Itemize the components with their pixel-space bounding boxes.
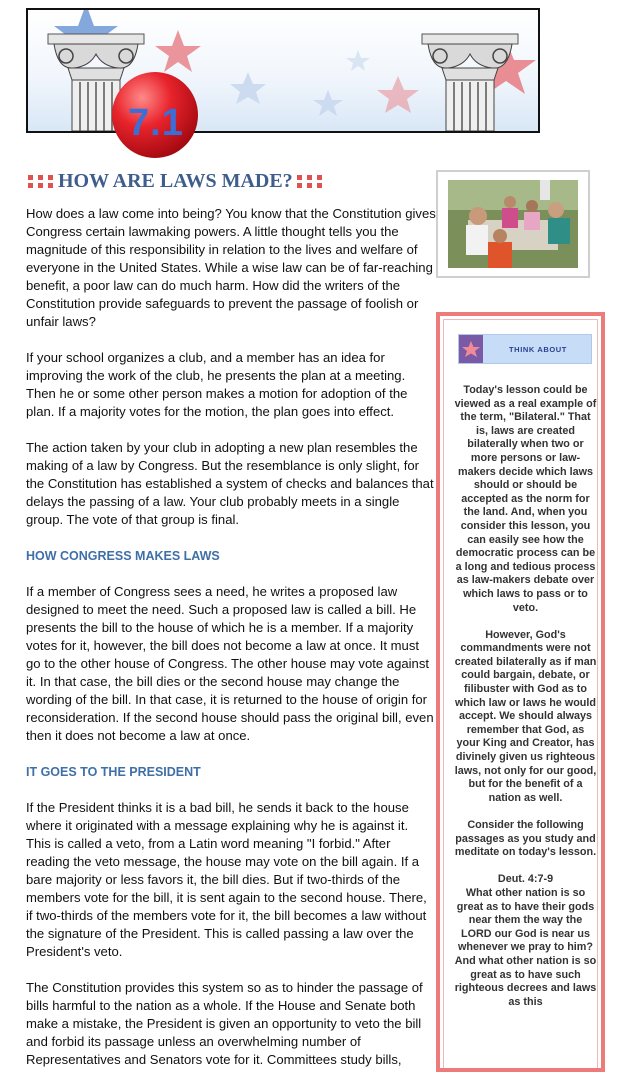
dots-left-icon <box>26 172 56 190</box>
banner-artwork <box>28 10 538 131</box>
star-icon <box>459 335 483 363</box>
paragraph: The action taken by your club in adopting a new plan resembles the making of a law by Congress. But the resemblance is only slight, for the Constitution has established a system of checks and balances that delays the passing of a law. Your club probably meets in a single group. The vote of that group is final. <box>26 440 434 527</box>
lesson-banner <box>26 8 540 133</box>
paragraph: If the President thinks it is a bad bill, he sends it back to the house where it originated with a message explaining why he is against it. This is called a veto, from a Latin word meaning "I forbid." After reading the veto message, the house may vote on the bill again. If a bare majority or less favors it, the bill dies. But if two-thirds of the members vote for the bill, it is sent again to the second house. There, if two-thirds of the members vote for it, the bill becomes a law without the signature of the President. This is called passing a law over the President's veto. <box>26 800 427 959</box>
paragraph: The Constitution provides this system so as to hinder the passage of bills harmful to the nation as a whole. If the House and Senate both make a mistake, the President is given an opportunity to veto the bill and forbid its passage unless an overwhelming number of Representatives and Senators vote for it. Committees study bills, <box>26 980 423 1067</box>
page-title: HOW ARE LAWS MADE? <box>58 169 293 192</box>
star-icon <box>230 72 266 104</box>
sidebar-frame <box>443 319 598 1068</box>
sidebar-text <box>454 384 597 1009</box>
lesson-body <box>26 205 436 1087</box>
paragraph: If a member of Congress sees a need, he writes a proposed law designed to meet the need. Such a proposed law is called a bill. He presents the bill to the house of which he is a member. If a majority votes for it, however, the bill does not become a law at once. It must go to the other house of Congress. The other house may vote against it. In that case, the bill dies or the second house may change the wording of the bill. In that case, it is returned to the house of origin for reconsideration. If the second house should pass the original bill, even then it does not become a law at once. <box>26 584 434 743</box>
star-icon <box>313 90 343 116</box>
paragraph: How does a law come into being? You know that the Constitution gives Congress certain lawmaking powers. A little thought tells you the magnitude of this responsibility in relation to the lives and welfare of everyone in the United States. While a wise law can be of far-reaching benefit, a poor law can do much harm. How did the writers of the Constitution provide safeguards to prevent the passage of foolish or unfair laws? <box>26 206 436 329</box>
think-about-header <box>458 334 592 364</box>
dots-right-icon <box>295 172 325 190</box>
sidebar-paragraph: Consider the following passages as you study and meditate on today's lesson. <box>454 819 597 859</box>
think-about-label: THINK ABOUT <box>509 344 567 354</box>
section-heading: HOW CONGRESS MAKES LAWS <box>26 549 220 563</box>
star-icon <box>377 76 419 113</box>
students-at-table-photo <box>448 180 578 268</box>
title-row <box>26 168 325 194</box>
scripture-reference: Deut. 4:7-9 <box>497 873 554 886</box>
lesson-number: 7.1 <box>128 102 184 144</box>
scripture-text: What other nation is so great as to have their gods near them the way the LORD our God is near us whenever we pray to him? And what other nation is so great as to have such righteous decrees and laws as this <box>454 886 597 1008</box>
paragraph: If your school organizes a club, and a member has an idea for improving the work of the club, he presents the plan at a meeting. Then he or some other person makes a motion for adoption of the plan. If a majority votes for the motion, the plan goes into effect. <box>26 350 408 419</box>
sidebar-paragraph: Today's lesson could be viewed as a real example of the term, "Bilateral." That is, laws are created bilaterally when two or more persons or law-makers decide which laws should or should be accepted as the norm for the land. And, when you consider this lesson, you can easily see how the democratic process can be a long and tedious process as law-makers debate over which laws to pass or to veto. <box>454 384 597 614</box>
star-icon <box>346 50 370 71</box>
lesson-photo <box>436 170 590 278</box>
section-heading: IT GOES TO THE PRESIDENT <box>26 765 201 779</box>
think-about-sidebar <box>436 312 605 1072</box>
sidebar-paragraph: However, God's commandments were not created bilaterally as if man could bargain, debate, or filibuster with God as to which law or laws he would accept. We should always remember that God, as your King and Creator, has divinely given us righteous laws, not only for our good, but for the benefit of a nation as well. <box>454 628 597 804</box>
star-icon <box>155 30 201 72</box>
